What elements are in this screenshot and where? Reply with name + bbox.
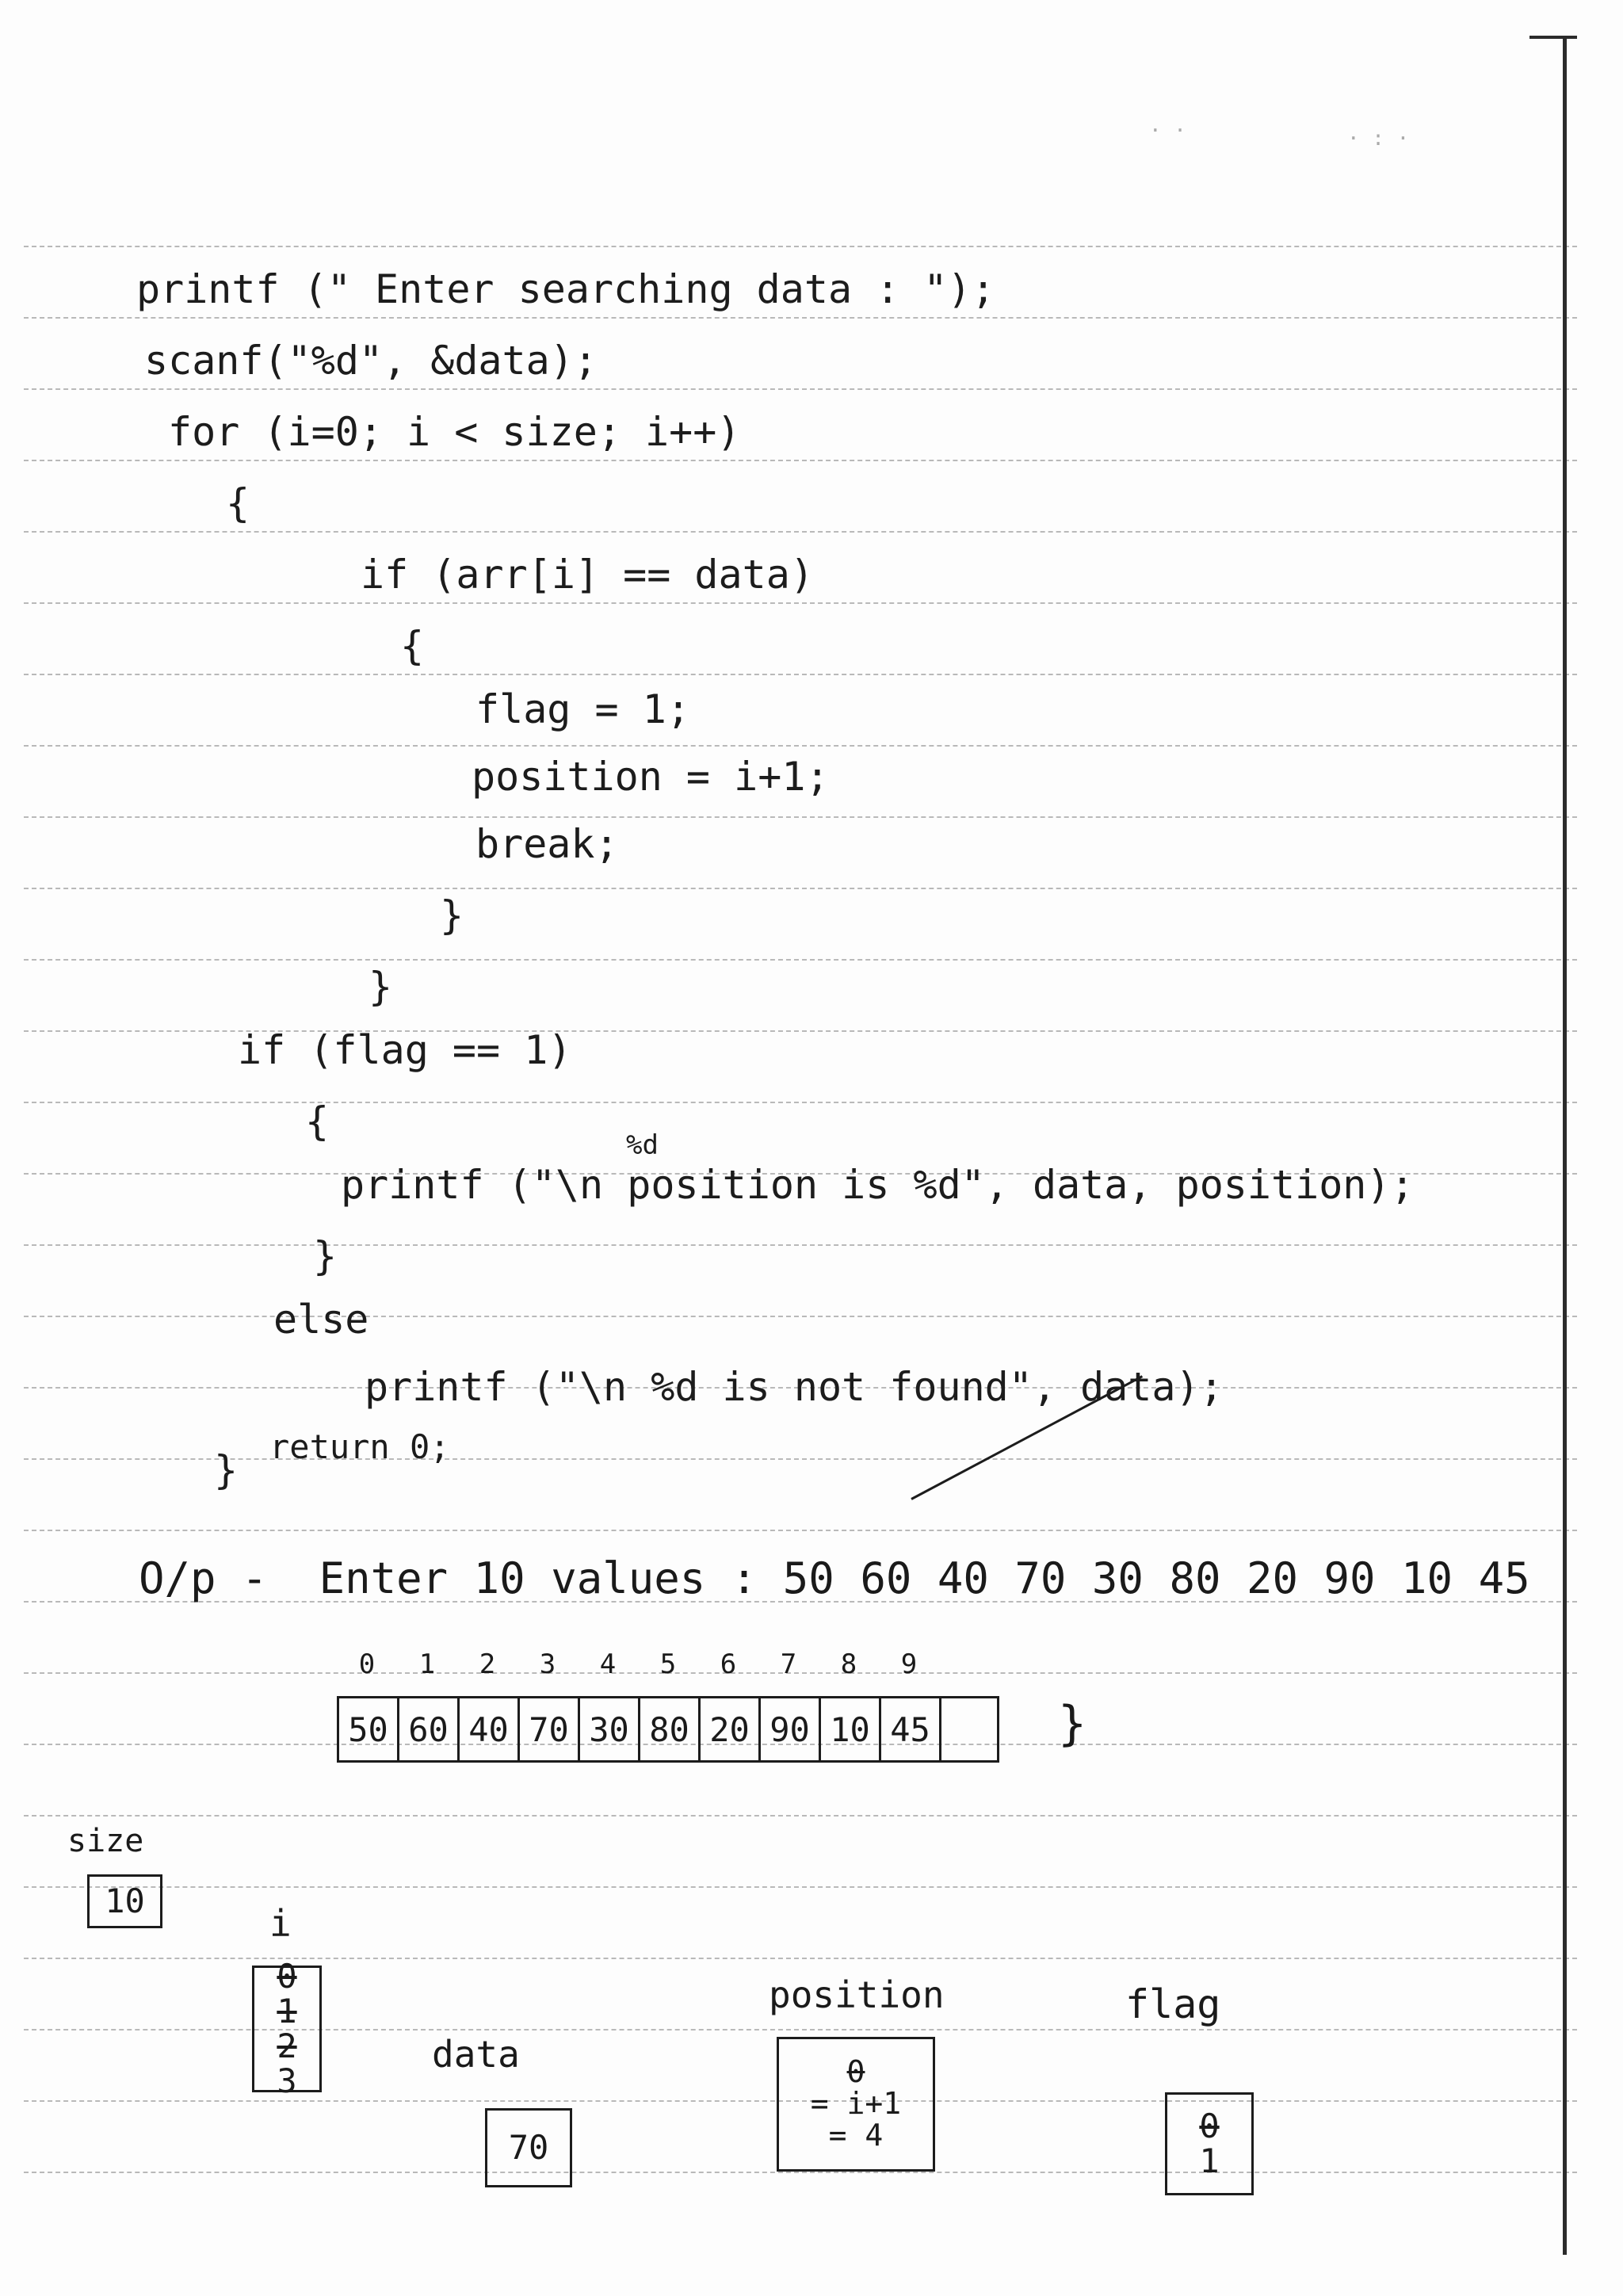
code-line-brace: { (305, 1098, 330, 1144)
code-line-else: else (273, 1297, 369, 1343)
position-struck-value: 0 (846, 2054, 865, 2090)
array-cell: 80 (640, 1698, 701, 1760)
output-line (139, 1553, 1530, 1603)
flag-struck-value: 0 (1199, 2106, 1220, 2145)
code-line-break: break; (475, 821, 619, 867)
ruled-line (24, 602, 1577, 604)
code-line-position-assign: position = i+1; (472, 754, 830, 800)
scan-speck: · : · (1347, 127, 1410, 151)
flag-current-value: 1 (1199, 2141, 1220, 2180)
position-box (777, 2037, 935, 2172)
code-line-brace-close-main: } (214, 1447, 239, 1493)
data-label: data (432, 2033, 520, 2076)
position-line: = 4 (828, 2117, 884, 2153)
margin-line (1563, 36, 1567, 2255)
position-label: position (769, 1973, 945, 2016)
ruled-line (24, 745, 1577, 747)
code-line-brace: { (400, 623, 425, 669)
array-cell: 20 (701, 1698, 761, 1760)
array-cell: 70 (520, 1698, 580, 1760)
array-diagram (337, 1696, 999, 1763)
array-index: 7 (780, 1648, 797, 1680)
array-cell: 50 (339, 1698, 399, 1760)
array-index: 5 (659, 1648, 677, 1680)
array-cell: 30 (580, 1698, 640, 1760)
code-line-if-flag: if (flag == 1) (238, 1027, 572, 1073)
code-line-brace: { (226, 480, 250, 526)
ruled-line (24, 674, 1577, 675)
ruled-line (24, 460, 1577, 461)
array-cell-empty (941, 1698, 997, 1760)
size-value: 10 (105, 1881, 145, 1920)
array-cell: 10 (821, 1698, 881, 1760)
array-index: 1 (418, 1648, 436, 1680)
array-cell: 40 (460, 1698, 520, 1760)
array-index: 8 (840, 1648, 857, 1680)
code-line-return: return 0; (269, 1427, 450, 1466)
ruled-line (24, 246, 1577, 247)
array-index: 9 (900, 1648, 918, 1680)
code-line-brace-close: } (313, 1233, 338, 1279)
ruled-line (24, 531, 1577, 533)
ruled-line (24, 1958, 1577, 1959)
i-struck-value: 2 (277, 2027, 297, 2065)
i-current-value: 3 (277, 2061, 297, 2101)
size-label: size (67, 1823, 144, 1859)
code-line-printf-prompt: printf (" Enter searching data : "); (136, 266, 995, 312)
ruled-line (24, 388, 1577, 390)
i-label: i (269, 1902, 292, 1945)
i-struck-value: 0 (277, 1956, 297, 1996)
code-line-brace-close: } (440, 892, 464, 938)
code-line-printf-position: printf ("\n position is %d", data, position); (341, 1162, 1415, 1208)
array-cell: 90 (761, 1698, 821, 1760)
ruled-line (24, 1244, 1577, 1246)
ruled-line (24, 888, 1577, 889)
data-value: 70 (508, 2127, 549, 2167)
output-prefix: O/p - (139, 1553, 268, 1603)
array-index: 2 (479, 1648, 496, 1680)
insertion-note: %d (626, 1129, 659, 1161)
array-cell: 45 (881, 1698, 941, 1760)
position-line: = i+1 (810, 2086, 902, 2122)
array-brace: } (1058, 1696, 1087, 1752)
ruled-line (24, 1815, 1577, 1817)
code-line-scanf: scanf("%d", &data); (144, 338, 598, 384)
ruled-line (24, 317, 1577, 319)
output-text: Enter 10 values : 50 60 40 70 30 80 20 90 10 45 (319, 1553, 1530, 1603)
flag-label: flag (1125, 1981, 1221, 2027)
code-line-brace-close: } (369, 964, 393, 1010)
ruled-line (24, 1886, 1577, 1888)
ruled-line (24, 1102, 1577, 1103)
ruled-line (24, 816, 1577, 818)
ruled-line (24, 959, 1577, 961)
scan-speck: · · (1149, 119, 1186, 143)
array-index: 4 (599, 1648, 617, 1680)
ruled-line (24, 1530, 1577, 1531)
code-line-printf-not-found: printf ("\n %d is not found", data); (365, 1364, 1224, 1410)
margin-line-top (1529, 36, 1577, 39)
i-struck-value: 1 (277, 1991, 297, 2030)
flag-box (1165, 2092, 1254, 2195)
code-line-flag-assign: flag = 1; (475, 686, 690, 732)
code-line-for-loop: for (i=0; i < size; i++) (168, 409, 741, 455)
ruled-line (24, 1458, 1577, 1460)
code-line-if-compare: if (arr[i] == data) (361, 552, 814, 598)
ruled-line (24, 2172, 1577, 2173)
array-cell: 60 (399, 1698, 460, 1760)
array-index: 3 (539, 1648, 556, 1680)
data-box (485, 2108, 572, 2187)
array-index: 6 (720, 1648, 737, 1680)
size-box (87, 1874, 162, 1928)
array-index: 0 (358, 1648, 376, 1680)
ruled-line (24, 1316, 1577, 1317)
i-box (252, 1956, 322, 2101)
